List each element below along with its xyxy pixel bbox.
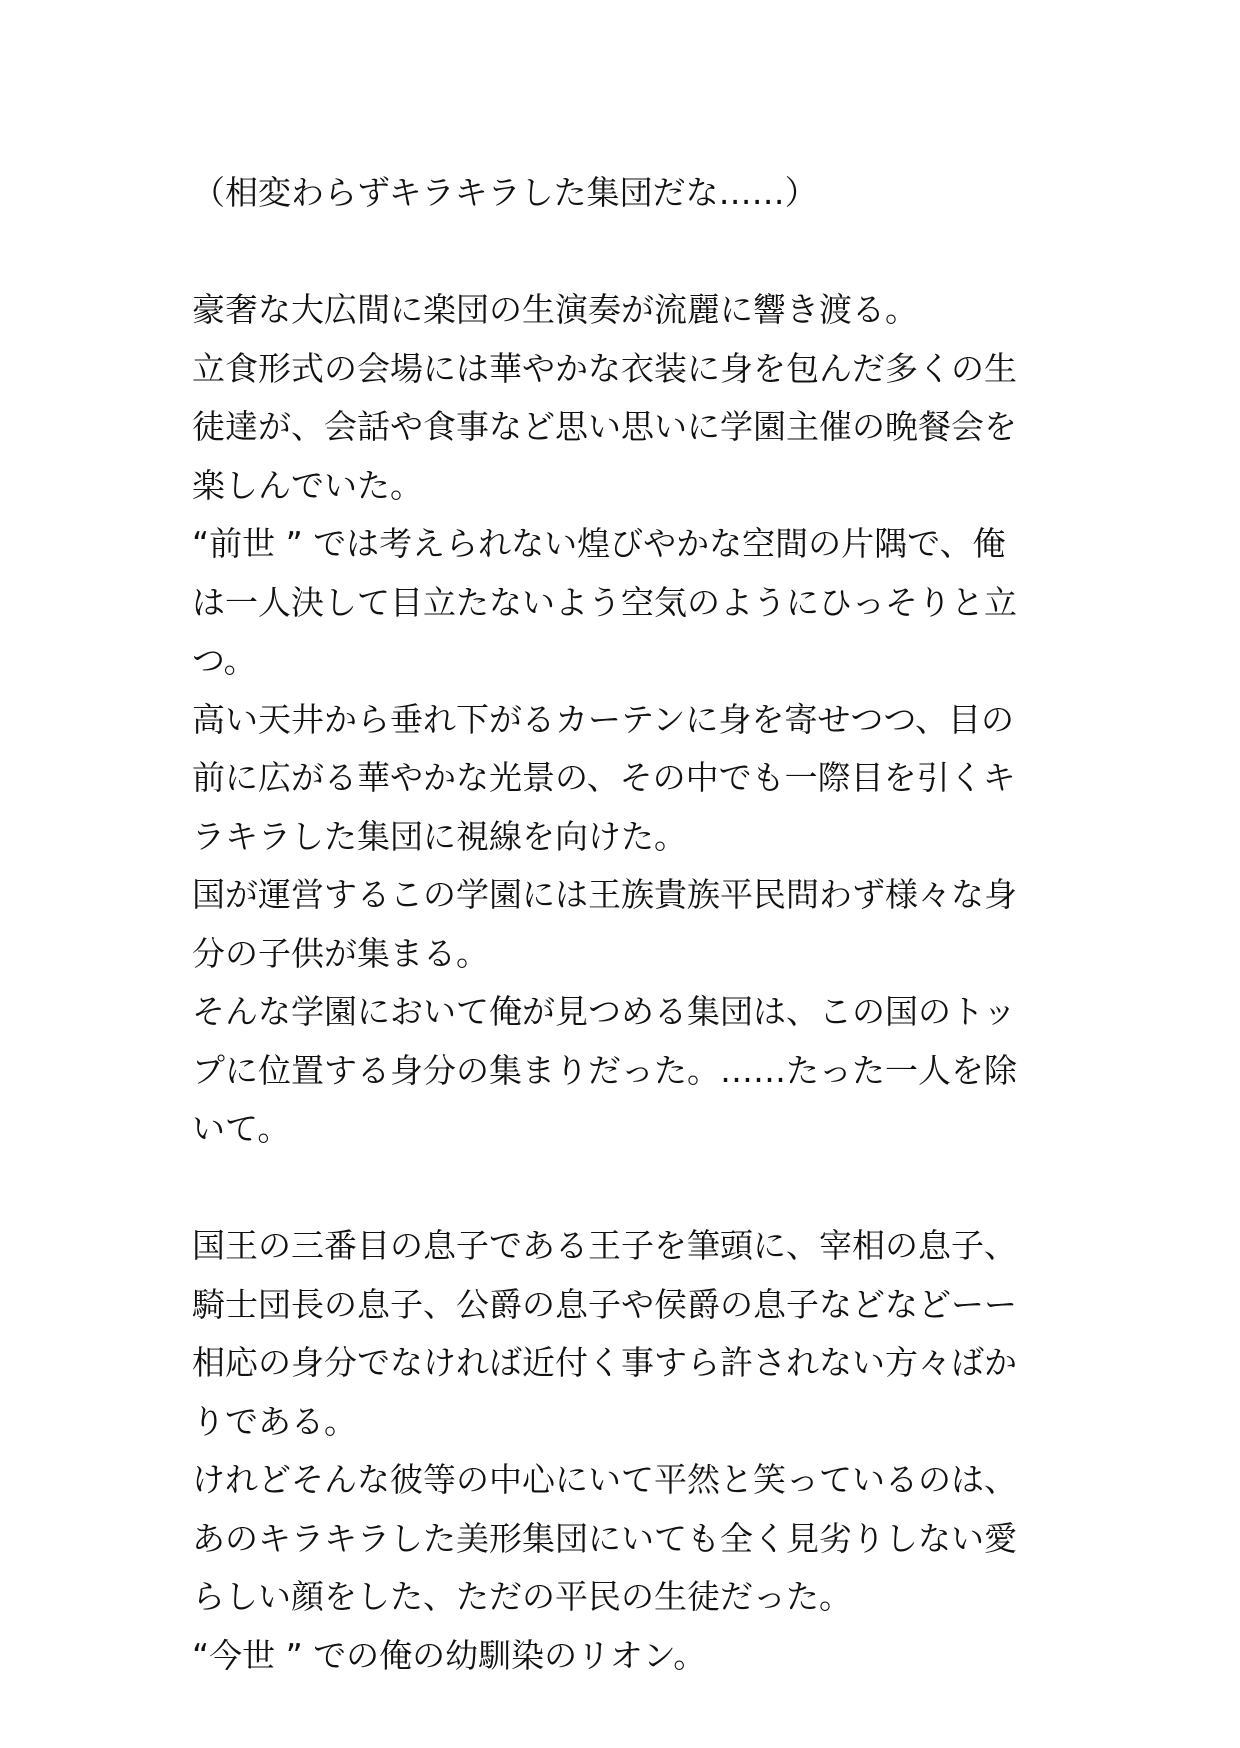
blank-line: [192, 1159, 1072, 1218]
text-line: 豪奢な大広間に楽団の生演奏が流麗に響き渡る。: [192, 290, 918, 329]
text-line: 騎士団長の息子、公爵の息子や侯爵の息子などなどーー: [192, 1284, 1017, 1324]
text-line: 国王の三番目の息子である王子を筆頭に、宰相の息子、: [192, 1226, 1017, 1265]
text-line: あのキラキラした美形集団にいても全く見劣りしない愛: [192, 1518, 1017, 1558]
text-line: ラキラした集団に視線を向けた。: [192, 816, 687, 856]
text-line: “前世 ” では考えられない煌びやかな空間の片隅で、俺: [192, 524, 1006, 563]
text-line: プに位置する身分の集まりだった。……たった一人を除: [192, 1050, 1017, 1090]
text-line: 徒達が、会話や食事など思い思いに学園主催の晩餐会を: [192, 407, 1017, 446]
text-line: らしい顔をした、ただの平民の生徒だった。: [192, 1577, 852, 1616]
text-line: 分の子供が集まる。: [192, 933, 489, 973]
text-line: 高い天井から垂れ下がるカーテンに身を寄せつつ、目の: [192, 699, 1015, 739]
text-line: そんな学園において俺が見つめる集団は、この国のトッ: [192, 992, 1017, 1031]
body-text: [192, 164, 1072, 1685]
text-line: けれどそんな彼等の中心にいて平然と笑っているのは、: [192, 1460, 1017, 1499]
text-line: 前に広がる華やかな光景の、その中でも一際目を引くキ: [192, 758, 1016, 797]
text-line: いて。: [192, 1109, 291, 1148]
text-line: 立食形式の会場には華やかな衣装に身を包んだ多くの生: [192, 348, 1017, 388]
text-line: “今世 ” での俺の幼馴染のリオン。: [192, 1635, 707, 1675]
text-line: 楽しんでいた。: [192, 465, 423, 505]
blank-line: [192, 223, 1072, 282]
text-line: りである。: [192, 1401, 357, 1441]
text-line: 相応の身分でなければ近付く事すら許されない方々ばか: [192, 1343, 1017, 1382]
text-line: つ。: [192, 641, 257, 680]
text-line: （相変わらずキラキラした集団だな……）: [192, 173, 818, 212]
text-line: は一人決して目立たないよう空気のようにひっそりと立: [192, 582, 1017, 622]
text-line: 国が運営するこの学園には王族貴族平民問わず様々な身: [192, 875, 1017, 914]
